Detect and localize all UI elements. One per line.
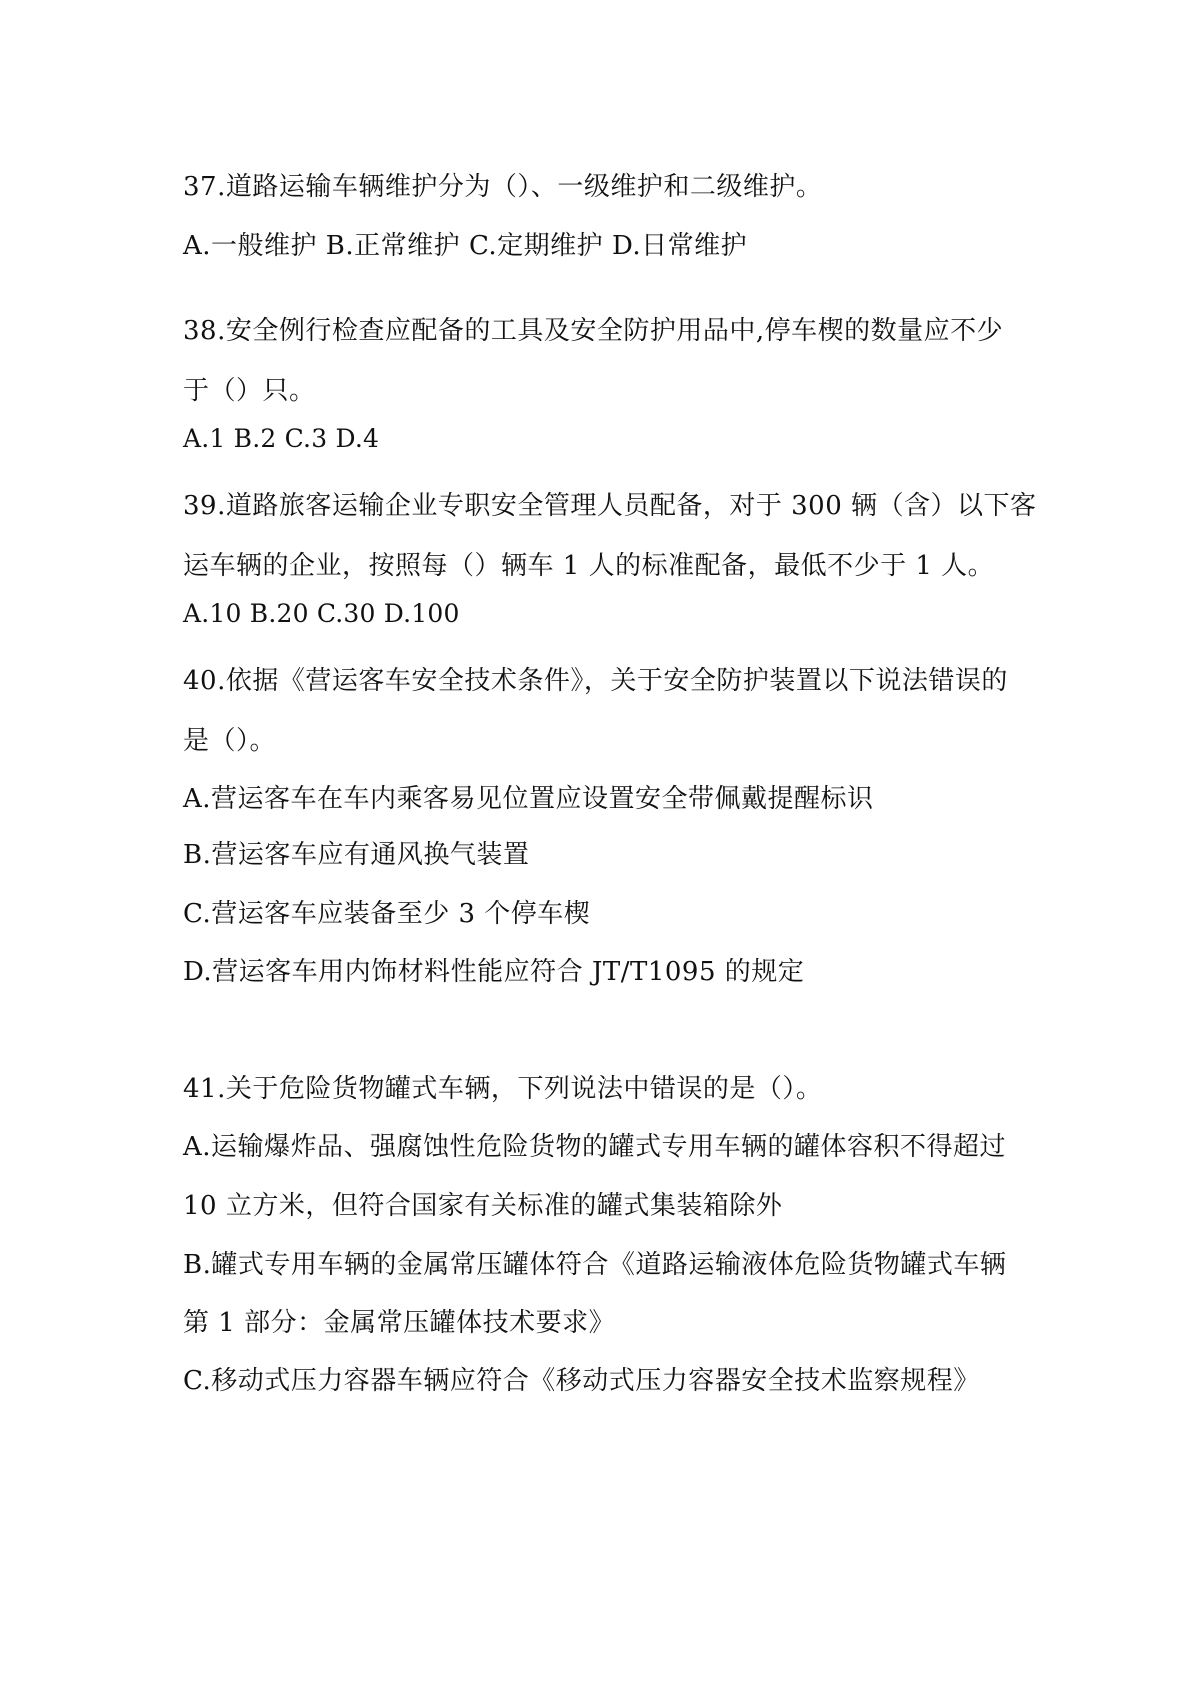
question-39-options-line-1: A.10 B.20 C.30 D.100 bbox=[183, 599, 460, 628]
question-39-stem-line-2: 运车辆的企业，按照每（）辆车 1 人的标准配备，最低不少于 1 人。 bbox=[183, 551, 995, 581]
question-41-option-a-line-1: A.运输爆炸品、强腐蚀性危险货物的罐式专用车辆的罐体容积不得超过 bbox=[183, 1132, 1007, 1162]
question-40-option-a: A.营运客车在车内乘客易见位置应设置安全带佩戴提醒标识 bbox=[183, 784, 874, 814]
question-41-option-a-line-2: 10 立方米，但符合国家有关标准的罐式集装箱除外 bbox=[183, 1191, 783, 1221]
question-40-stem-line-1: 40.依据《营运客车安全技术条件》，关于安全防护装置以下说法错误的 bbox=[183, 666, 1008, 696]
question-38-stem-line-2: 于（）只。 bbox=[183, 376, 316, 406]
question-41-stem-line-1: 41.关于危险货物罐式车辆，下列说法中错误的是（）。 bbox=[183, 1074, 823, 1104]
question-41-option-b-line-2: 第 1 部分：金属常压罐体技术要求》 bbox=[183, 1308, 616, 1338]
question-39-stem-line-1: 39.道路旅客运输企业专职安全管理人员配备，对于 300 辆（含）以下客 bbox=[183, 491, 1037, 521]
question-37-options-line-1: A.一般维护 B.正常维护 C.定期维护 D.日常维护 bbox=[183, 231, 748, 261]
question-41-option-b-line-1: B.罐式专用车辆的金属常压罐体符合《道路运输液体危险货物罐式车辆 bbox=[183, 1250, 1007, 1280]
question-40-option-b: B.营运客车应有通风换气装置 bbox=[183, 840, 530, 870]
question-38-options-line-1: A.1 B.2 C.3 D.4 bbox=[183, 424, 380, 453]
question-40-stem-line-2: 是（）。 bbox=[183, 726, 277, 756]
question-40-option-c: C.营运客车应装备至少 3 个停车楔 bbox=[183, 899, 591, 929]
question-38-stem-line-1: 38.安全例行检查应配备的工具及安全防护用品中,停车楔的数量应不少 bbox=[183, 316, 1004, 346]
question-37-stem-line-1: 37.道路运输车辆维护分为（）、一级维护和二级维护。 bbox=[183, 172, 823, 202]
question-40-option-d: D.营运客车用内饰材料性能应符合 JT/T1095 的规定 bbox=[183, 957, 805, 987]
question-41-option-c-line-1: C.移动式压力容器车辆应符合《移动式压力容器安全技术监察规程》 bbox=[183, 1366, 980, 1396]
